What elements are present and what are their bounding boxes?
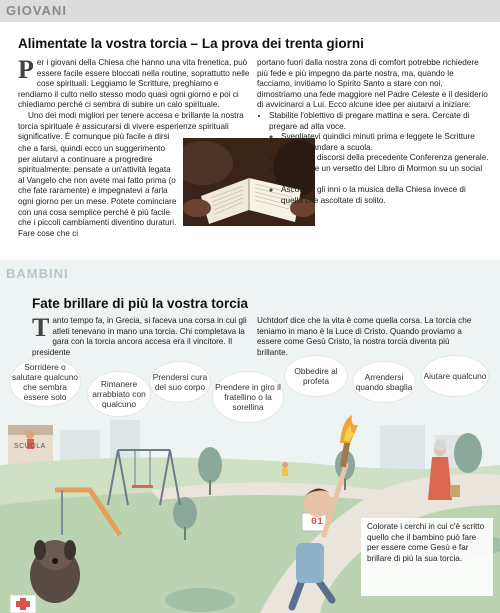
youth-section-label: GIOVANI	[6, 3, 67, 18]
race-bib-number: 01	[310, 517, 323, 528]
youth-col2-paragraph: portano fuori dalla nostra zona di comfort potrebbe richiedere più fede e più impegno da parte nostra, ma, quando le facciamo, invitiamo lo Spirito Santo a stare con noi, dimostriamo una fede maggiore nel Padre Celeste e il desiderio di avvicinarci a Lui. Ecco alcune idee per aiutarvi a iniziare:	[257, 58, 488, 110]
list-item: ◦ Ascoltate gli inni o la musica della Chiesa invece di quella che ascoltate di solito.	[281, 185, 489, 206]
bubble-help-someone[interactable]: Aiutare qualcuno	[422, 356, 488, 396]
youth-idea-main	[269, 111, 489, 206]
list-item: ◦ Pubblicate un versetto del Libro di Mormon su un social media.	[281, 164, 489, 185]
youth-ideas-list	[257, 111, 489, 206]
youth-col1-top	[18, 55, 250, 143]
youth-col2	[257, 58, 489, 206]
kids-dropcap: T	[32, 313, 50, 342]
bubble-stay-angry[interactable]: Rimanere arrabbiato con qualcuno	[88, 372, 150, 416]
bubble-smile-greet[interactable]: Sorridere o salutare qualcuno che sembra essere solo	[10, 358, 80, 406]
bubble-tease-sibling[interactable]: Prendere in giro il fratellino o la sorellina	[213, 372, 283, 422]
bubble-obey-prophet[interactable]: Obbedire al profeta	[285, 356, 347, 396]
bubble-care-body[interactable]: Prendersi cura del suo corpo	[150, 362, 210, 402]
youth-article-title: Alimentate la vostra torcia – La prova dei trenta giorni	[18, 36, 364, 51]
kids-col2: Uchtdorf dice che la vita è come quella corsa. La torcia che teniamo in mano è la Luce di Cristo. Quando proviamo a essere come Gesù Cristo, la nostra torcia diventa più brillante.	[257, 316, 472, 357]
list-item: ◦ Leggete i discorsi della precedente Conferenza generale.	[281, 153, 489, 164]
coloring-instruction-note: Colorate i cerchi in cui c'è scritto quello che il bambino può fare per essere come Gesù e far brillare di più la sua torcia.	[361, 518, 493, 596]
kids-col1-text: anto tempo fa, in Grecia, si faceva una corsa in cui gli atleti tenevano in mano una torcia. Chi completava la gara con la torcia ancora accesa era il vincitore. Il presidente	[32, 316, 247, 357]
kids-section-label: BAMBINI	[6, 266, 69, 281]
youth-paragraph-1: er i giovani della Chiesa che hanno una vita frenetica, può essere facile essere bloccati nella routine, soprattutto nelle cose spirituali. Leggiamo le Scritture, preghiamo e rendiamo il culto nello stesso modo quasi ogni giorno e poi ci chiediamo perché ci sembra di subire un calo spirituale.	[18, 58, 250, 110]
youth-ideas-sublist	[269, 132, 489, 206]
school-sign: SCUOLA	[14, 443, 46, 450]
kids-section-header	[0, 263, 500, 285]
youth-idea-main-text: Stabilite l'obiettivo di pregare mattina e sera. Cercate di pregare ad alta voce.	[269, 110, 470, 131]
youth-dropcap: P	[18, 55, 34, 84]
youth-paragraph-2b: che a farsi, quindi ecco un suggerimento per aiutarvi a continuare a progredire spiritualmente: pensate a un'attività legata al Vangelo che non avete mai fatto prima (o che fate raramente) e impegnatevi a farla ogni giorno per un mese. Potete cominciare con una cosa semplice perché è più facile che i piccoli cambiamenti diventino duraturi. Fare cose che ci	[18, 144, 177, 238]
dog-figure	[30, 540, 80, 603]
kids-article-title: Fate brillare di più la vostra torcia	[32, 296, 249, 311]
youth-paragraph-2a: Uno dei modi migliori per tenere accesa e brillante la nostra torcia spirituale è assicurarsi di vivere esperienze spirituali significative. È comunque più facile a dirsi	[18, 110, 244, 142]
bubble-give-up[interactable]: Arrendersi quando sbaglia	[353, 362, 415, 402]
kids-col1	[32, 313, 247, 358]
list-item: ◦ Svegliatevi quindici minuti prima e leggete le Scritture prima di andare a scuola.	[281, 132, 489, 153]
youth-section-header	[0, 0, 500, 22]
